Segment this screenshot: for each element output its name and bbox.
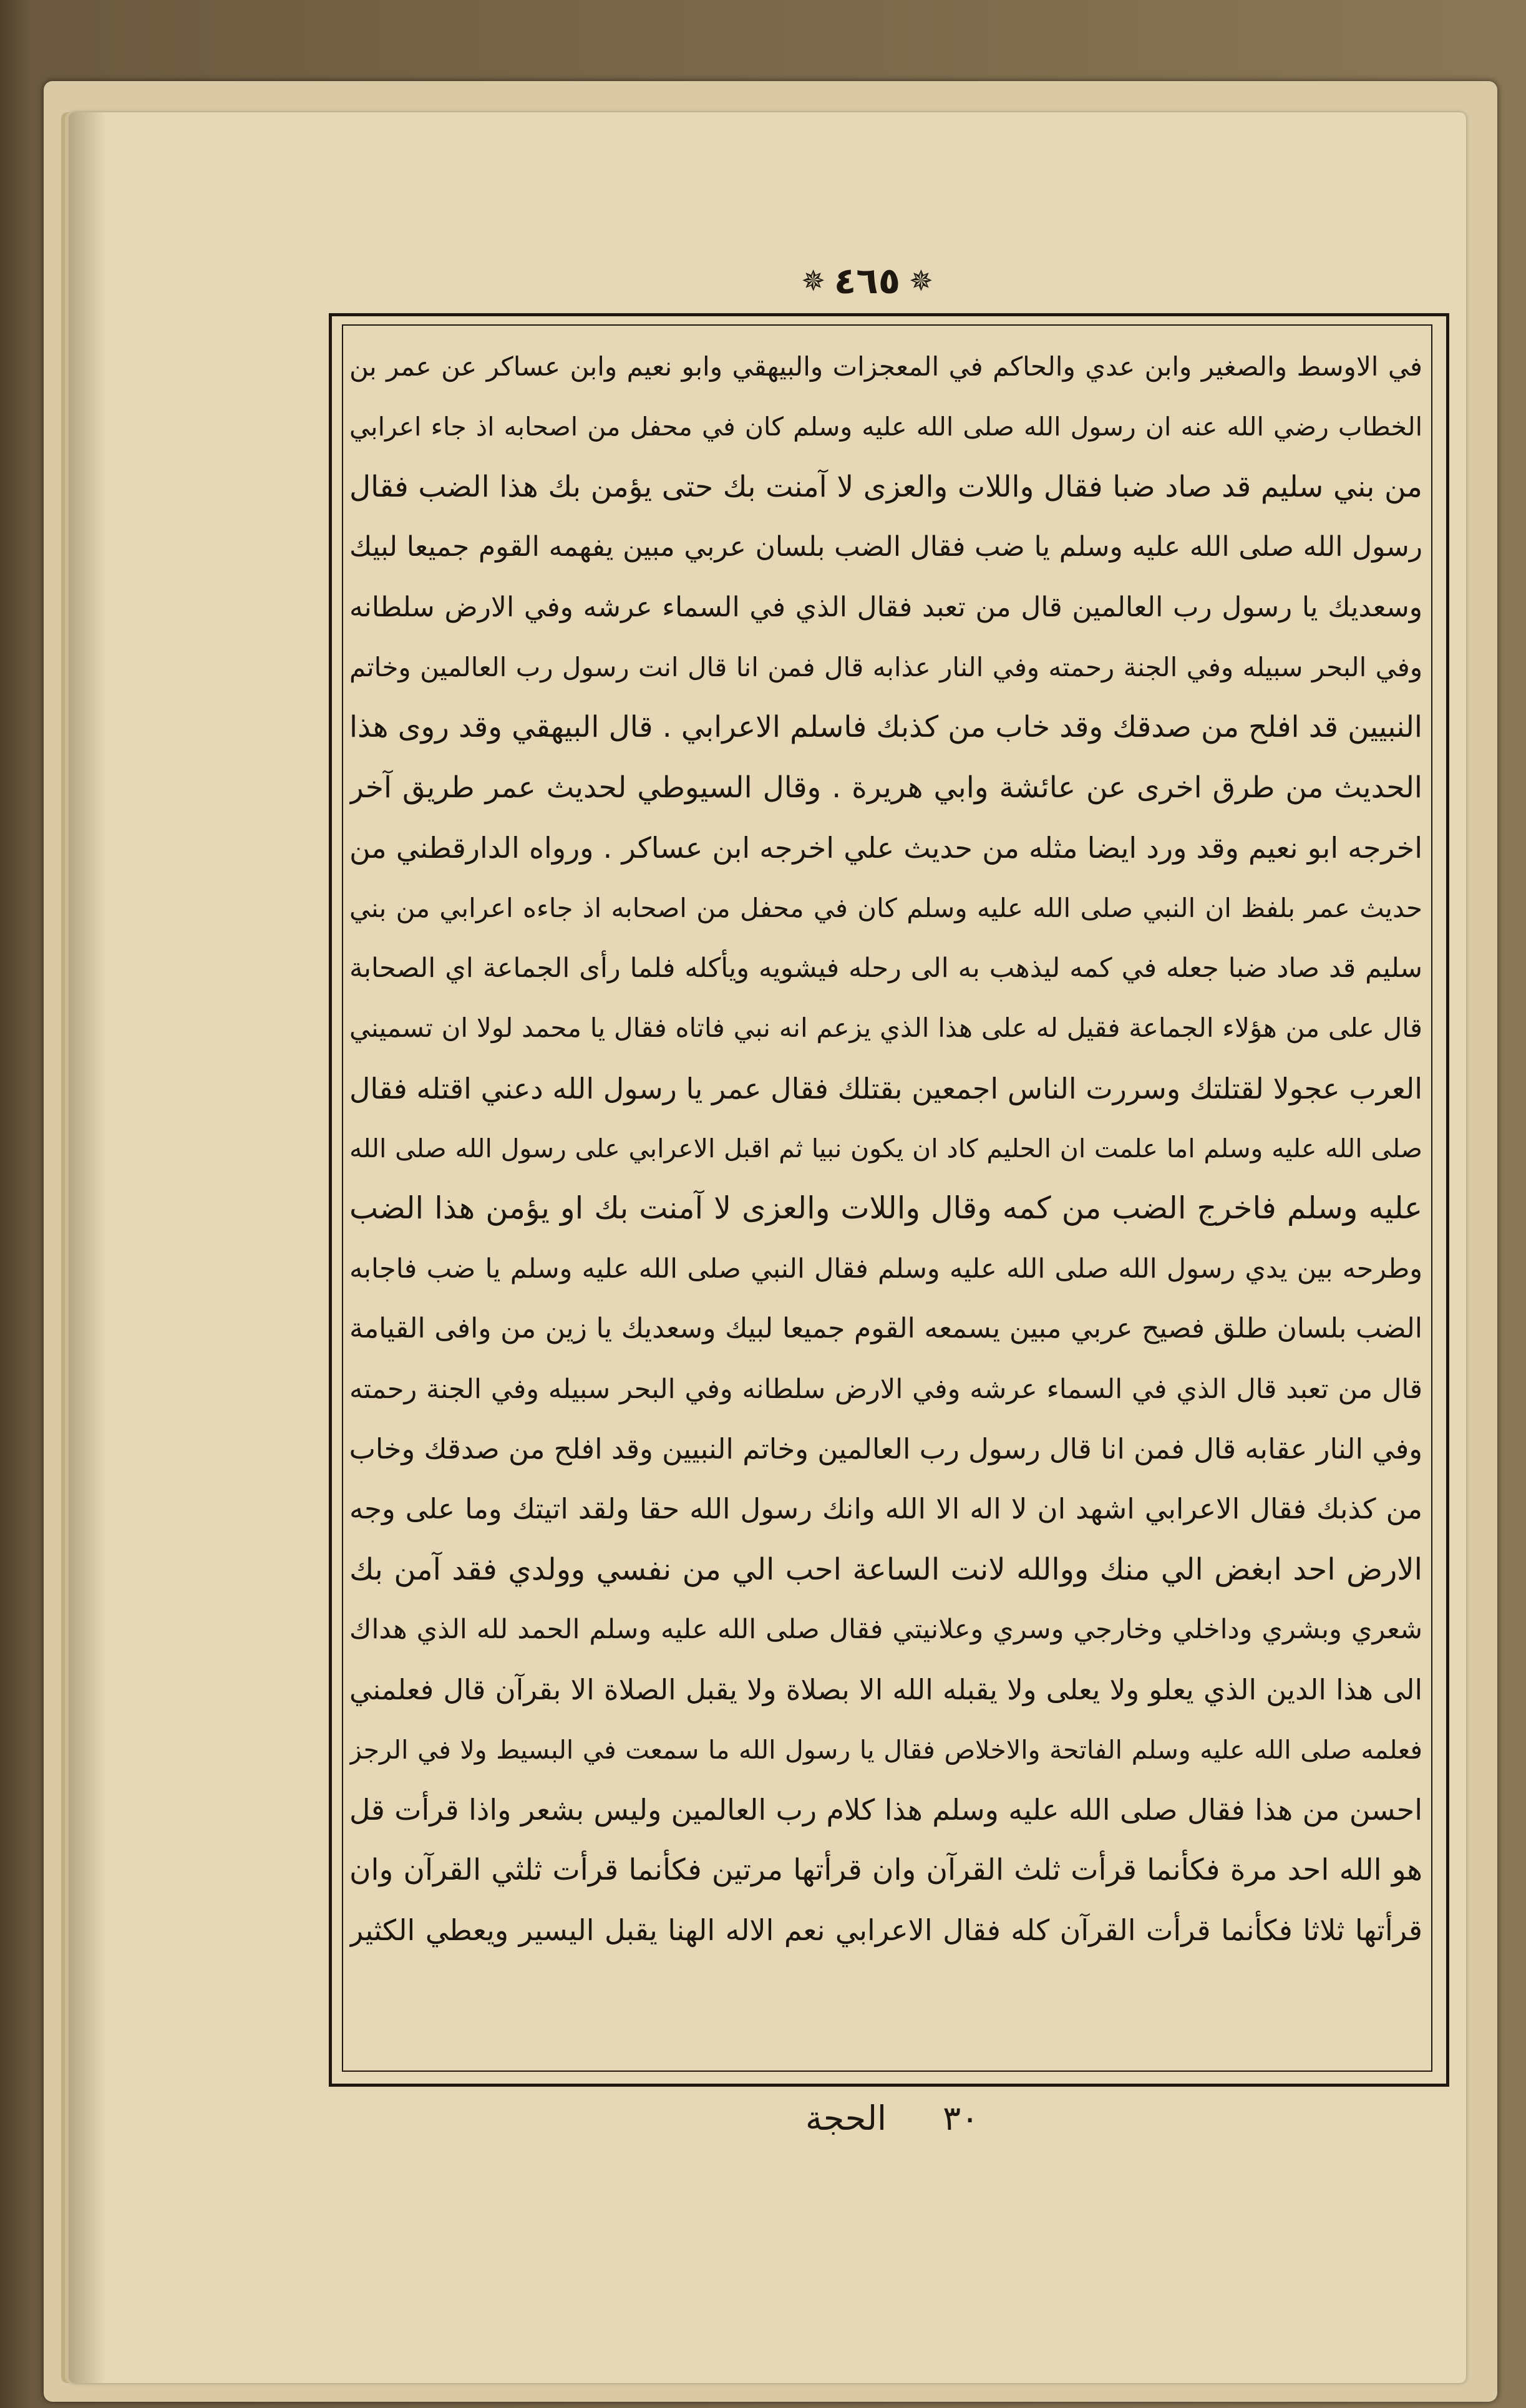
- text-line: الى هذا الدين الذي يعلو ولا يعلى ولا يقبله الله الا بصلاة ولا يقبل الصلاة الا بقرآن قال فعلمني: [349, 1672, 1422, 1706]
- spine-shadow: [69, 112, 106, 2383]
- text-line: قرأتها ثلاثا فكأنما قرأت القرآن كله فقال الاعرابي نعم الاله الهنا يقبل اليسير ويعطي الكثير: [349, 1913, 1422, 1948]
- text-line: احسن من هذا فقال صلى الله عليه وسلم هذا كلام رب العالمين وليس بشعر واذا قرأت قل: [349, 1793, 1422, 1827]
- text-line: عليه وسلم فاخرج الضب من كمه وقال واللات والعزى لا آمنت بك او يؤمن هذا الضب: [349, 1190, 1422, 1226]
- ornament-right-icon: ✵: [801, 264, 825, 298]
- text-line: رسول الله صلى الله عليه وسلم يا ضب فقال الضب بلسان عربي مبين يفهمه القوم جميعا لبيك: [349, 531, 1422, 563]
- text-line: العرب عجولا لقتلتك وسررت الناس اجمعين بقتلك فقال عمر يا رسول الله دعني اقتله فقال: [349, 1071, 1422, 1105]
- text-line: صلى الله عليه وسلم اما علمت ان الحليم كاد ان يكون نبيا ثم اقبل الاعرابي على رسول الله صلى الله: [349, 1134, 1422, 1164]
- text-line: في الاوسط والصغير وابن عدي والحاكم في المعجزات والبيهقي وابو نعيم وابن عساكر عن عمر بن: [349, 351, 1422, 382]
- text-line: قال من تعبد قال الذي في السماء عرشه وفي الارض سلطانه وفي البحر سبيله وفي الجنة رحمته: [349, 1373, 1422, 1405]
- text-line: من كذبك فقال الاعرابي اشهد ان لا اله الا الله وانك رسول الله حقا ولقد اتيتك وما على وجه: [349, 1492, 1422, 1526]
- ornament-left-icon: ✵: [909, 264, 933, 298]
- text-line: من بني سليم قد صاد ضبا فقال واللات والعزى لا آمنت بك حتى يؤمن بك هذا الضب فقال: [349, 469, 1422, 504]
- text-line: الخطاب رضي الله عنه ان رسول الله صلى الله عليه وسلم كان في محفل من اصحابه اذ جاء اعرابي: [349, 412, 1422, 442]
- page-number: ٤٦٥: [833, 260, 901, 302]
- text-line: وسعديك يا رسول رب العالمين قال من تعبد فقال الذي في السماء عرشه وفي الارض سلطانه: [349, 591, 1422, 623]
- text-line: هو الله احد مرة فكأنما قرأت ثلث القرآن وان قرأتها مرتين فكأنما قرأت ثلثي القرآن وان: [349, 1852, 1422, 1887]
- text-line: وطرحه بين يدي رسول الله صلى الله عليه وسلم فقال النبي صلى الله عليه وسلم يا ضب فاجابه: [349, 1253, 1422, 1284]
- text-line: اخرجه ابو نعيم وقد ورد ايضا مثله من حديث علي اخرجه ابن عساكر . ورواه الدارقطني من: [349, 831, 1422, 865]
- text-line: حديث عمر بلفظ ان النبي صلى الله عليه وسلم كان في محفل من اصحابه اذ جاءه اعرابي من بني: [349, 892, 1422, 923]
- text-line: النبيين قد افلح من صدقك وقد خاب من كذبك فاسلم الاعرابي . قال البيهقي وقد روى هذا: [349, 710, 1422, 745]
- text-line: الضب بلسان طلق فصيح عربي مبين يسمعه القوم جميعا لبيك وسعديك يا زين من وافى القيامة: [349, 1313, 1422, 1345]
- text-line: الحديث من طرق اخرى عن عائشة وابي هريرة . وقال السيوطي لحديث عمر طريق آخر: [349, 770, 1422, 805]
- text-line: سليم قد صاد ضبا جعله في كمه ليذهب به الى رحله فيشويه ويأكله فلما رأى الجماعة اي الصحابة: [349, 952, 1422, 984]
- text-line: وفي البحر سبيله وفي الجنة رحمته وفي النار عذابه قال فمن انا قال انت رسول رب العالمين وخاتم: [349, 651, 1422, 682]
- text-line: وفي النار عقابه قال فمن انا قال رسول رب العالمين وخاتم النبيين وقد افلح من صدقك وخاب: [349, 1432, 1422, 1466]
- page-footer: [767, 2093, 1017, 2143]
- page-header: [786, 253, 948, 309]
- text-line: قال على من هؤلاء الجماعة فقيل له على هذا الذي يزعم انه نبي فاتاه فقال يا محمد لولا ان تسميني: [349, 1012, 1422, 1044]
- text-line: فعلمه صلى الله عليه وسلم الفاتحة والاخلاص فقال يا رسول الله ما سمعت في البسيط ولا في الرجز: [349, 1734, 1422, 1765]
- signature-word: الحجة: [805, 2098, 887, 2138]
- text-line: شعري وبشري وداخلي وخارجي وسري وعلانيتي فقال صلى الله عليه وسلم الحمد لله الذي هداك: [349, 1614, 1422, 1646]
- signature-number: ٣٠: [943, 2098, 979, 2138]
- text-body: [349, 337, 1422, 2065]
- text-line: الارض احد ابغض الي منك ووالله لانت الساعة احب الي من نفسي وولدي فقد آمن بك: [349, 1551, 1422, 1587]
